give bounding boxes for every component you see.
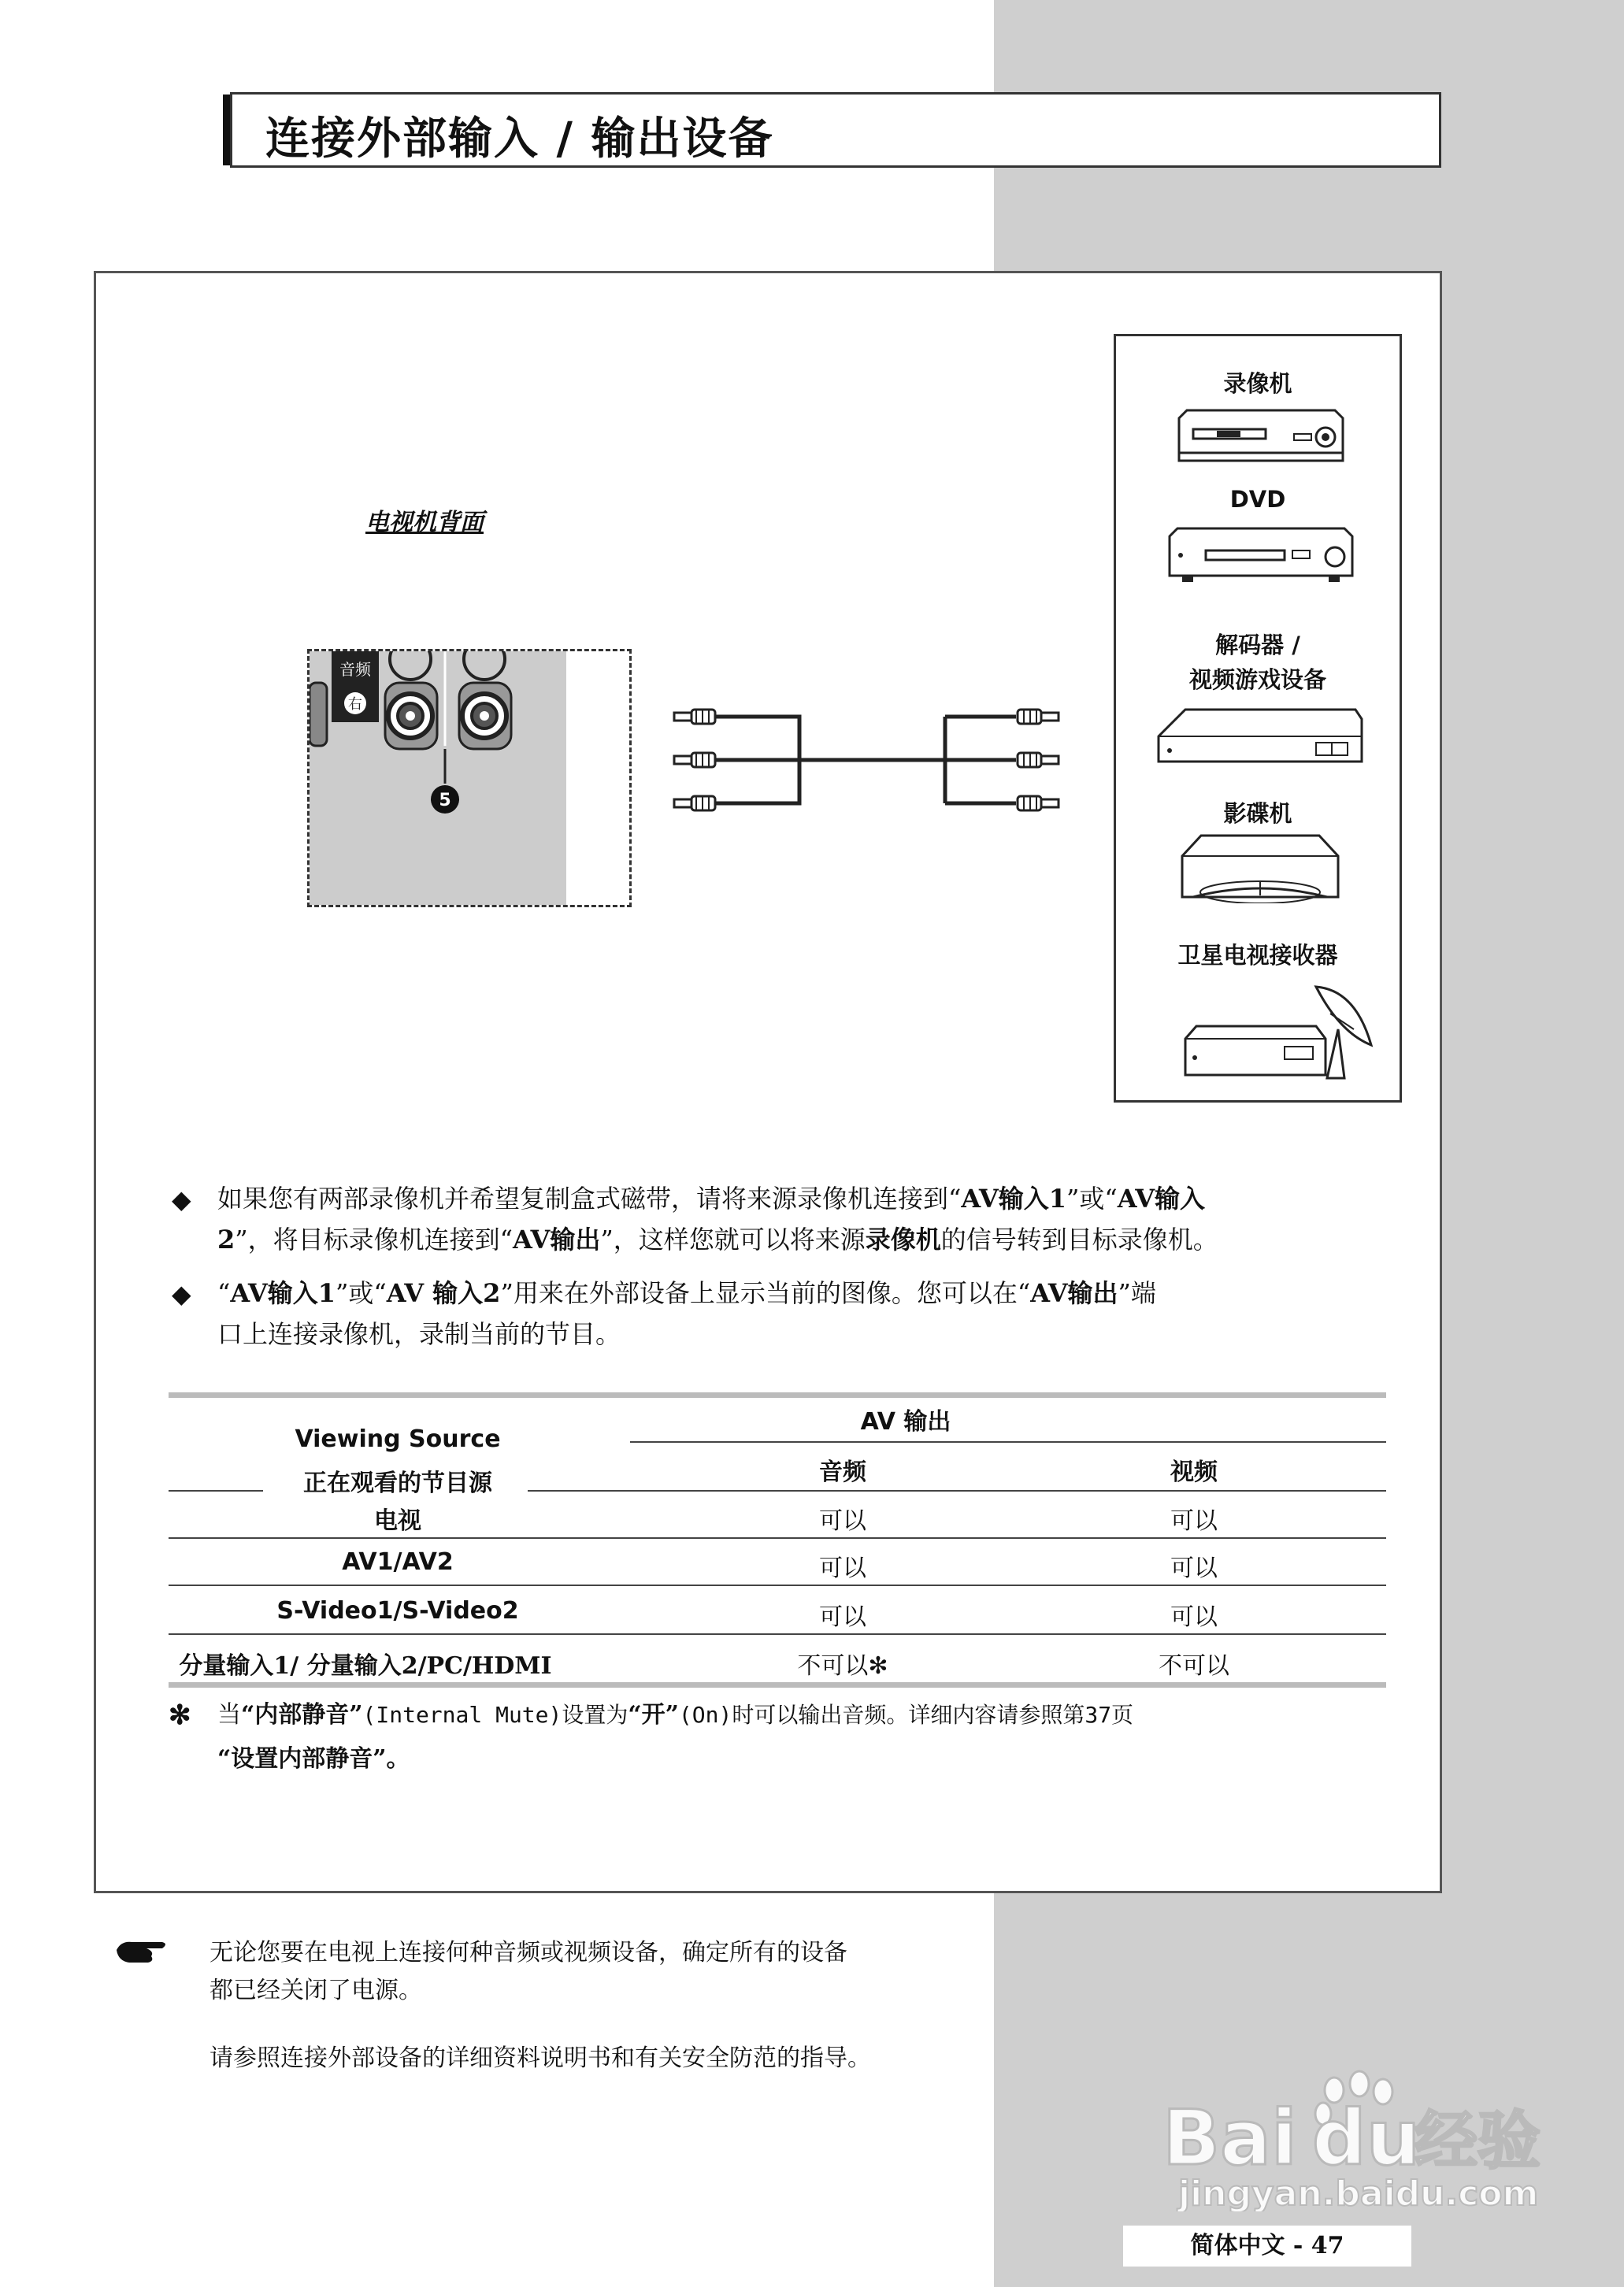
table-row-audio-3: 不可以✻ [797,1652,888,1680]
table-row-video-3: 不可以 [1159,1652,1229,1680]
b1-text-1: 如果您有两部录像机并希望复制盒式磁带，请将来源录像机连接到“ [217,1184,962,1214]
table-av-out-rule [630,1441,1386,1443]
dvd-player-icon [1166,525,1355,588]
watermark-brand: Bai [1162,2094,1297,2182]
left-plug-3 [674,796,715,810]
table-row-rule-2 [169,1633,1386,1635]
device-label-decoder-2: 视频游戏设备 [1188,666,1326,693]
device-label-disc-player: 影碟机 [1223,800,1292,827]
baidu-watermark [1162,2070,1572,2211]
footnote-bold-internal-mute: “内部静音” [241,1701,363,1729]
watermark-brand-du: du [1312,2094,1421,2182]
b1-bold-av-in: AV输入 [1117,1184,1206,1214]
page-number: 简体中文 - 47 [1123,2226,1411,2267]
table-row-audio-1: 可以 [819,1555,866,1582]
right-plugs [1018,710,1059,810]
disc-player-icon [1170,832,1351,903]
table-row-source-1: AV1/AV2 [342,1548,454,1576]
table-header-av-out: AV 输出 [860,1408,951,1436]
table-header-source-en: Viewing Source [295,1425,501,1453]
footnote-bold-on: “开” [628,1701,679,1729]
right-plug-2 [1018,753,1059,767]
table-header-source-cn: 正在观看的节目源 [303,1470,492,1497]
table-top-rule [169,1392,1386,1398]
b2-text-line2: 口上连接录像机，录制当前的节目。 [217,1319,621,1349]
footnote-text [217,1693,1391,1781]
pointing-hand-icon [115,1936,170,1967]
decoder-icon [1154,705,1366,768]
tv-back-panel [307,649,632,907]
device-label-satellite: 卫星电视接收器 [1177,942,1338,969]
right-plug-1 [1018,710,1059,724]
table-row-video-1: 可以 [1170,1555,1218,1582]
b2-text-1: “ [217,1278,231,1308]
tv-back-label: 电视机背面 [365,509,484,536]
watermark-suffix: 经验 [1415,2104,1541,2178]
jack-top-left [390,651,431,680]
b2-bold-av-in2: AV 输入2 [386,1278,501,1308]
b2-text-3: ”用来在外部设备上显示当前的图像。您可以在“ [500,1278,1031,1308]
table-row-source-0: 电视 [374,1507,421,1535]
right-plug-3 [1018,796,1059,810]
device-list-box [1114,334,1402,1103]
satellite-receiver-icon [1159,982,1379,1084]
title-box-shadow [223,95,230,165]
table-row-audio-2: 可以 [819,1603,866,1631]
left-plug-1 [674,710,715,724]
table-col-audio: 音频 [819,1459,866,1486]
left-plugs [674,710,715,810]
b1-bold-av-out: AV输出 [513,1225,601,1255]
table-row-rule-0 [169,1537,1386,1539]
device-label-dvd: DVD [1229,486,1286,513]
cable-lines [715,717,1016,803]
audio-label-text: 音频 [339,660,371,679]
b2-text-2: ”或“ [335,1278,387,1308]
left-plug-2 [674,753,715,767]
b1-bold-av-in1: AV输入1 [961,1184,1066,1214]
b1-text-2: ”或“ [1066,1184,1118,1214]
footnote-part1: 当 [217,1701,241,1729]
jack-top-right [464,651,505,680]
table-row-source-3: 分量输入1/ 分量输入2/PC/HDMI [179,1652,552,1680]
vcr-icon [1176,407,1346,467]
table-row-rule-1 [169,1585,1386,1586]
footnote-part2: (Internal Mute)设置为 [362,1702,628,1728]
jack-partial-left [310,683,327,746]
rca-cable-diagram [669,701,1063,819]
table-col-video: 视频 [1170,1459,1218,1486]
table-source-rule-right [528,1490,1386,1492]
bottom-note-line1: 无论您要在电视上连接何种音频或视频设备，确定所有的设备 [209,1939,847,1966]
b1-text-3: ”，将目标录像机连接到“ [235,1225,513,1255]
b2-bold-av-out: AV输出 [1030,1278,1118,1308]
table-source-rule-left [169,1490,263,1492]
watermark-url: jingyan.baidu.com [1178,2174,1539,2211]
b1-text-5: 的信号转到目标录像机。 [940,1225,1218,1255]
bottom-note-line3: 请参照连接外部设备的详细资料说明书和有关安全防范的指导。 [209,2044,871,2072]
table-row-source-2: S-Video1/S-Video2 [276,1597,519,1625]
footnote-bold-line2: “设置内部静音”。 [217,1745,410,1773]
b2-text-4: ”端 [1118,1278,1156,1308]
b2-bold-av-in1: AV输入1 [230,1278,336,1308]
jack-number-text: 5 [439,791,451,810]
tv-jacks-illustration [310,651,632,907]
table-bottom-rule [169,1682,1386,1688]
bullet-marker-1: ◆ [172,1184,191,1214]
page-title: 连接外部输入 / 输出设备 [265,113,774,165]
b1-text-4: ”，这样您就可以将来源 [600,1225,866,1255]
device-label-vcr: 录像机 [1223,370,1292,397]
bottom-note-line2: 都已经关闭了电源。 [209,1977,422,2004]
b1-bold-vcr: 录像机 [865,1225,941,1255]
footnote-marker: ✻ [169,1699,191,1731]
right-label-text: 右 [348,696,362,713]
bullet-paragraph-1 [217,1178,1383,1260]
b1-bold-2: 2 [217,1225,235,1255]
bullet-marker-2: ◆ [172,1279,191,1309]
table-row-video-2: 可以 [1170,1603,1218,1631]
device-label-decoder-1: 解码器 / [1215,632,1300,658]
title-box [230,92,1441,168]
bullet-paragraph-2 [217,1273,1383,1355]
table-row-video-0: 可以 [1170,1507,1218,1535]
table-row-audio-0: 可以 [819,1507,866,1535]
footnote-part3: (On)时可以输出音频。详细内容请参照第37页 [678,1702,1134,1728]
